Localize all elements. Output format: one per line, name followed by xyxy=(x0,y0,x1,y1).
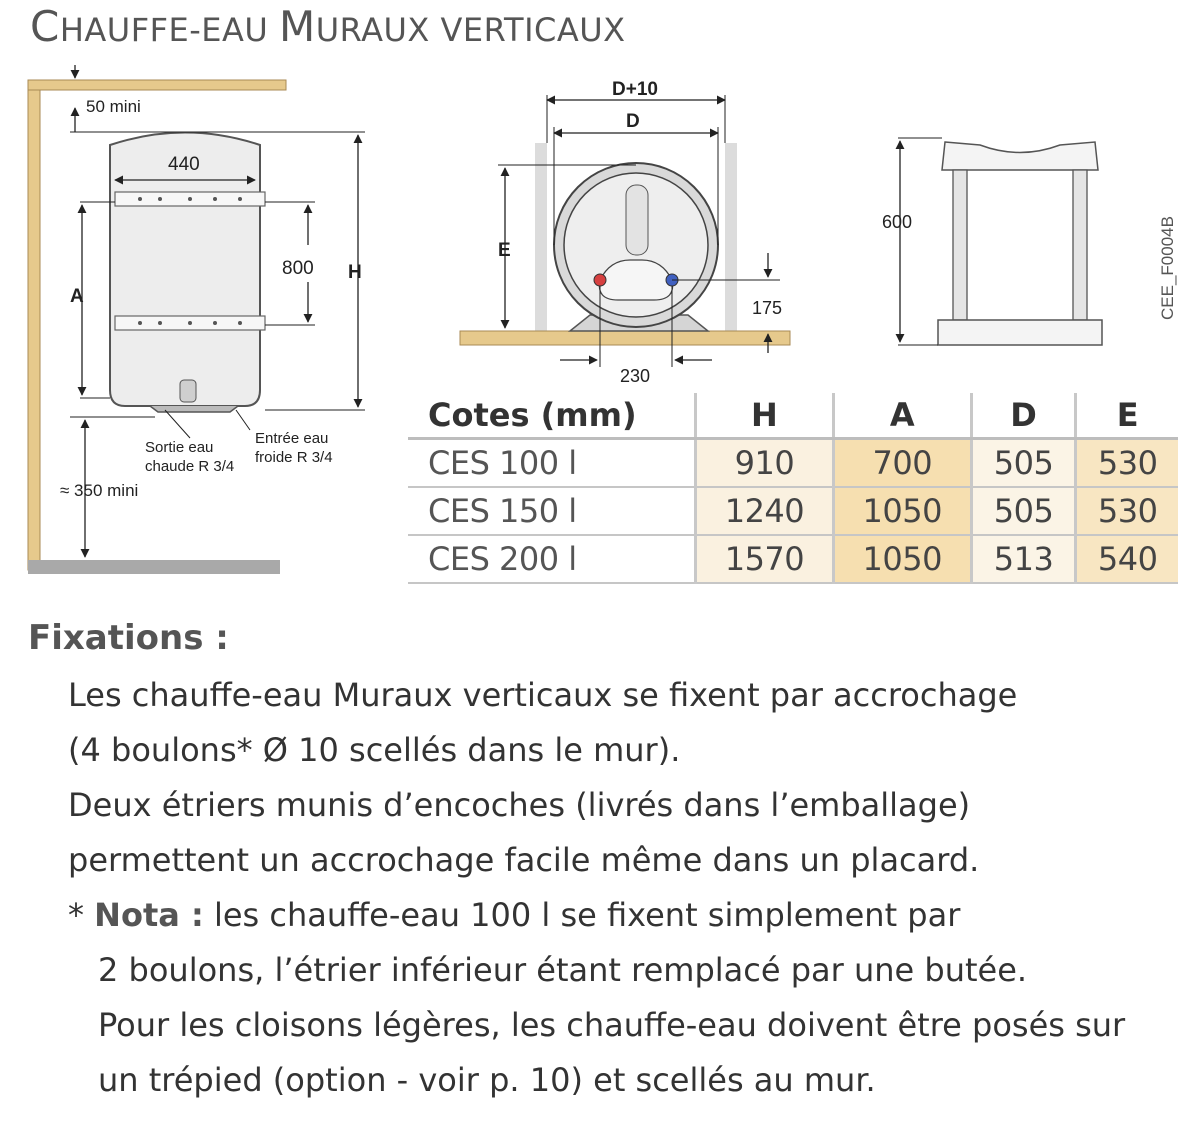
fixations-heading: Fixations : xyxy=(28,618,229,658)
spacing-800-label: 800 xyxy=(282,258,314,279)
value-cell-h: 1570 xyxy=(696,535,834,583)
cold-inlet-label-2: froide R 3/4 xyxy=(255,449,333,466)
table-row xyxy=(408,535,1178,583)
value-cell-d: 513 xyxy=(971,535,1076,583)
tripod-height-label: 600 xyxy=(882,212,913,232)
fixations-line-4: permettent un accrochage facile même dans un placard. xyxy=(68,841,980,879)
fixations-line-2: (4 boulons* Ø 10 scellés dans le mur). xyxy=(68,731,681,769)
value-cell-d: 505 xyxy=(971,487,1076,535)
value-cell-h: 1240 xyxy=(696,487,834,535)
model-cell: CES 150 l xyxy=(408,487,696,535)
value-cell-d: 505 xyxy=(971,439,1076,488)
label-A: A xyxy=(70,286,84,307)
nota-line-2: 2 boulons, l’étrier inférieur étant remplacé par une butée. xyxy=(98,951,1028,989)
value-cell-a: 700 xyxy=(833,439,971,488)
model-cell: CES 200 l xyxy=(408,535,696,583)
table-row xyxy=(408,487,1178,535)
nota-label: Nota : xyxy=(94,896,204,934)
dim-175-label: 175 xyxy=(752,298,783,318)
drawing-code: CEE_F0004B xyxy=(1158,216,1177,320)
table-header-row xyxy=(408,393,1178,439)
fixations-line-3: Deux étriers munis d’encoches (livrés dans l’emballage) xyxy=(68,786,971,824)
value-cell-a: 1050 xyxy=(833,487,971,535)
table-header-d: D xyxy=(971,393,1076,439)
wall-clearance-label: 50 mini xyxy=(86,97,141,116)
page-title: CHAUFFE-EAU MURAUX VERTICAUX xyxy=(30,2,626,51)
tripod-diagram xyxy=(860,130,1120,360)
hot-outlet-label-2: chaude R 3/4 xyxy=(145,458,235,475)
model-cell: CES 100 l xyxy=(408,439,696,488)
nota-line-4: un trépied (option - voir p. 10) et scellés au mur. xyxy=(98,1061,876,1099)
width-440-label: 440 xyxy=(168,154,200,175)
hot-outlet-label-1: Sortie eau xyxy=(145,439,214,456)
table-header-cotes: Cotes (mm) xyxy=(408,393,696,439)
value-cell-e: 530 xyxy=(1076,439,1178,488)
side-view-diagram xyxy=(440,75,800,395)
table-header-e: E xyxy=(1076,393,1178,439)
nota-line-3: Pour les cloisons légères, les chauffe-eau doivent être posés sur xyxy=(98,1006,1126,1044)
label-H: H xyxy=(348,262,362,283)
value-cell-e: 540 xyxy=(1076,535,1178,583)
table-header-a: A xyxy=(833,393,971,439)
nota-line-1: * Nota : les chauffe-eau 100 l se fixent simplement par xyxy=(68,896,961,934)
label-D: D xyxy=(626,111,640,132)
front-view-diagram xyxy=(0,60,400,590)
dimensions-table xyxy=(408,393,1178,584)
label-D10: D+10 xyxy=(612,79,658,100)
fixations-line-1: Les chauffe-eau Muraux verticaux se fixent par accrochage xyxy=(68,676,1018,714)
value-cell-h: 910 xyxy=(696,439,834,488)
table-header-h: H xyxy=(696,393,834,439)
value-cell-a: 1050 xyxy=(833,535,971,583)
dim-230-label: 230 xyxy=(620,366,651,386)
table-row xyxy=(408,439,1178,488)
floor-clearance-label: ≈ 350 mini xyxy=(60,481,139,500)
label-E: E xyxy=(498,240,511,261)
value-cell-e: 530 xyxy=(1076,487,1178,535)
cold-inlet-label-1: Entrée eau xyxy=(255,430,329,447)
